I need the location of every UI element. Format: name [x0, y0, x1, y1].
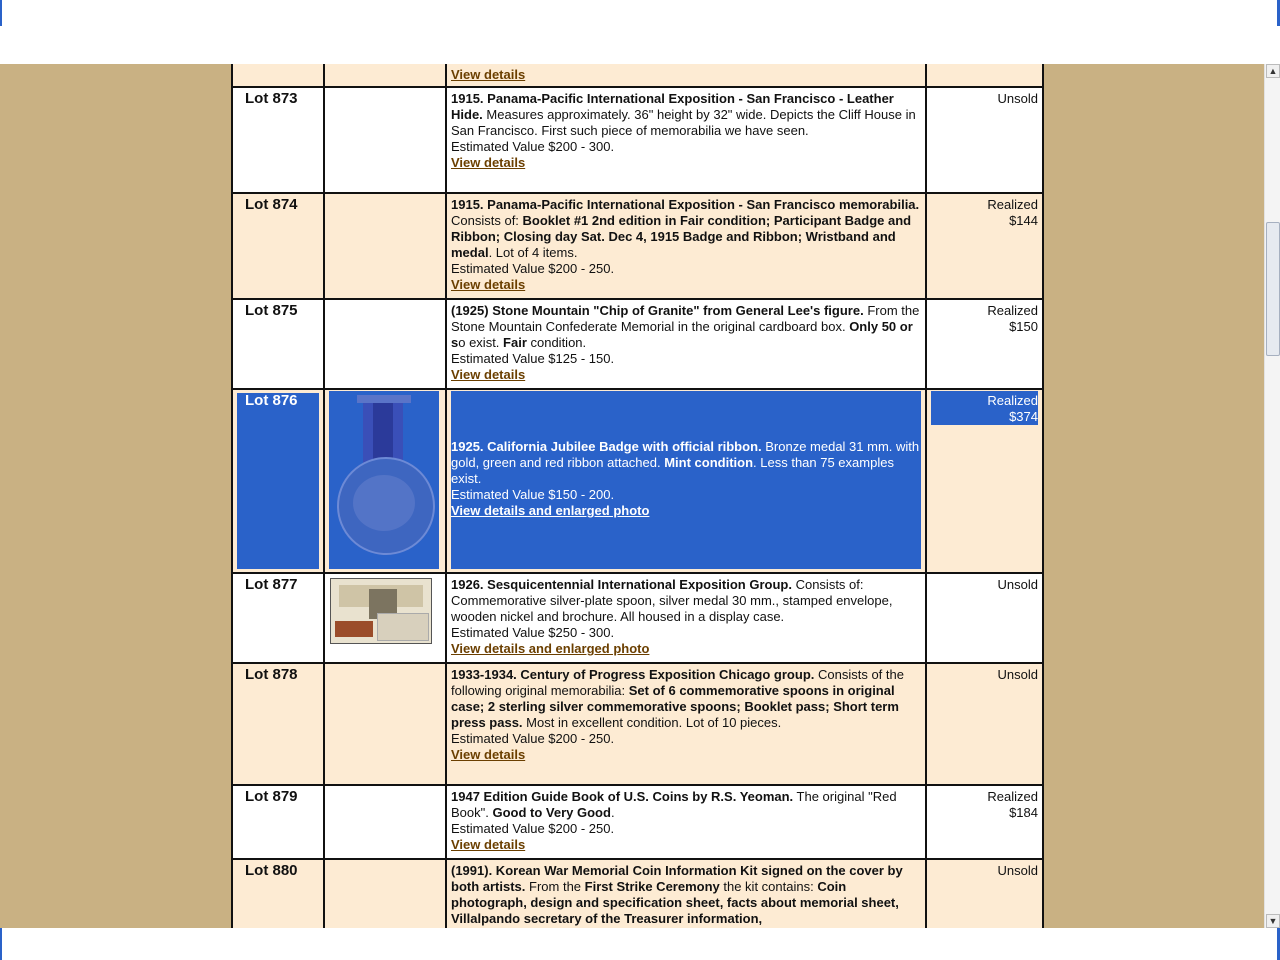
lot-estimate: Estimated Value $125 - 150.	[451, 351, 615, 366]
lot-body-tail: Most in excellent condition. Lot of 10 pieces.	[522, 715, 782, 730]
lot-body: Consists of the following original memorabilia:	[451, 667, 904, 698]
lot-body: Bronze medal 31 mm. with gold, green and red ribbon attached.	[451, 439, 920, 470]
view-details-link[interactable]: View details	[451, 155, 526, 170]
lot-number-cell	[232, 389, 324, 573]
table-row	[232, 64, 1043, 87]
lot-title: 1947 Edition Guide Book of U.S. Coins by R.S. Yeoman.	[451, 789, 794, 804]
lot-bold-detail: Set of 6 commemorative spoons in original case; 2 sterling silver commemorative spoons; Booklet pass; Short term press pass.	[451, 683, 899, 730]
vertical-scrollbar[interactable]	[1264, 64, 1280, 928]
status-label: Unsold	[997, 863, 1038, 878]
lot-image-cell	[324, 785, 446, 859]
lot-description	[446, 389, 926, 573]
lot-title: 1926. Sesquicentennial International Exposition Group.	[451, 577, 792, 592]
lot-bold-detail: Only 50 or s	[451, 319, 913, 350]
lot-image-cell	[324, 389, 446, 573]
lot-description-selected	[451, 391, 921, 569]
status-label: Realized	[987, 303, 1038, 318]
status-label: Unsold	[997, 91, 1038, 106]
lot-description-cell	[446, 64, 926, 87]
lot-description	[446, 663, 926, 785]
lot-title: 1915. Panama-Pacific International Exposition - San Francisco memorabilia.	[451, 197, 920, 212]
table-row	[232, 299, 1043, 389]
lot-description	[446, 299, 926, 389]
status-label: Realized	[987, 789, 1038, 804]
lot-status	[926, 299, 1043, 389]
lot-status	[926, 389, 1043, 573]
lot-bold-detail: Good to Very Good	[492, 805, 611, 820]
lot-status	[926, 573, 1043, 663]
lot-number: Lot 880	[232, 859, 324, 928]
lot-status	[926, 663, 1043, 785]
lot-status	[926, 785, 1043, 859]
lot-number: Lot 873	[232, 87, 324, 193]
lot-status	[926, 87, 1043, 193]
lot-body-tail: . Less than 75 examples exist.	[451, 455, 894, 486]
window-edge-left	[0, 0, 2, 26]
lot-body: From the	[525, 879, 585, 894]
lot-title: 1925. California Jubilee Badge with official ribbon.	[451, 439, 762, 454]
lot-number-cell	[232, 64, 324, 87]
browser-top-area	[0, 0, 1280, 64]
lot-number: Lot 877	[232, 573, 324, 663]
table-row	[232, 573, 1043, 663]
ribbon-bar	[357, 395, 411, 403]
table-row	[232, 663, 1043, 785]
lot-number: Lot 876	[245, 392, 298, 409]
lot-body-tail: the kit contains:	[719, 879, 818, 894]
lot-bold-detail: Booklet #1 2nd edition in Fair condition; Participant Badge and Ribbon; Closing day Sat. Dec 4, 1915 Badge and Ribbon; Wristband and medal	[451, 213, 912, 260]
view-details-link[interactable]: View details	[451, 67, 526, 82]
lot-body-tail: .	[610, 805, 615, 820]
scrollbar-thumb[interactable]	[1266, 222, 1280, 356]
table-row-selected	[232, 389, 1043, 573]
lot-body: Measures approximately. 36" height by 32" wide. Depicts the Cliff House in San Francisco. First such piece of memorabilia we have seen.	[451, 107, 916, 138]
lot-body-tail: . Lot of 4 items.	[488, 245, 578, 260]
lot-image-cell	[324, 663, 446, 785]
status-label: Realized	[987, 393, 1038, 408]
lot-number: Lot 874	[232, 193, 324, 299]
lot-number: Lot 875	[232, 299, 324, 389]
realized-price: $144	[1009, 213, 1038, 228]
lot-bold-condition: Fair	[503, 335, 527, 350]
lot-status	[926, 859, 1043, 928]
view-details-link[interactable]: View details	[451, 837, 526, 852]
lot-body: Consists of: Commemorative silver-plate spoon, silver medal 30 mm., stamped envelope, wooden nickel and brochure. All housed in a display case.	[451, 577, 893, 624]
lot-image-cell	[324, 64, 446, 87]
view-details-photo-link[interactable]: View details and enlarged photo	[451, 503, 650, 518]
status-label: Unsold	[997, 577, 1038, 592]
thumb-envelope	[377, 613, 429, 641]
lot-status-cell	[926, 64, 1043, 87]
lot-body-tail: o exist.	[458, 335, 504, 350]
lot-bold-contents: Coin photograph, design and specification sheet, facts about memorial sheet, Villalpando secretary of the Treasurer information,	[451, 879, 899, 926]
lot-description	[446, 193, 926, 299]
table-row	[232, 859, 1043, 928]
medal-photo[interactable]	[329, 391, 439, 569]
lot-bold-detail: Mint condition	[664, 455, 754, 470]
realized-price: $374	[1009, 409, 1038, 424]
lot-description	[446, 785, 926, 859]
status-label: Unsold	[997, 667, 1038, 682]
lot-estimate: Estimated Value $200 - 250.	[451, 261, 615, 276]
lot-estimate: Estimated Value $200 - 250.	[451, 731, 615, 746]
view-details-link[interactable]: View details	[451, 277, 526, 292]
thumb-nickel	[335, 621, 373, 637]
lot-number: Lot 879	[232, 785, 324, 859]
medal-relief	[353, 475, 415, 531]
lot-body: Consists of:	[451, 213, 523, 228]
lot-title: 1915. Panama-Pacific International Exposition - San Francisco - Leather Hide.	[451, 91, 894, 122]
browser-bottom-area	[0, 928, 1280, 960]
arrow-up-icon[interactable]: ▲	[1266, 64, 1280, 78]
lot-description	[446, 859, 926, 928]
page-viewport	[0, 64, 1264, 928]
lot-estimate: Estimated Value $150 - 200.	[451, 487, 615, 502]
window-edge-left	[0, 928, 2, 960]
auction-lots-table	[231, 64, 1044, 928]
lot-estimate: Estimated Value $200 - 300.	[451, 139, 615, 154]
lot-image-cell	[324, 87, 446, 193]
view-details-link[interactable]: View details	[451, 367, 526, 382]
arrow-down-icon[interactable]: ▼	[1266, 914, 1280, 928]
view-details-link[interactable]: View details	[451, 747, 526, 762]
lot-status-selected	[931, 391, 1038, 425]
lot-status	[926, 193, 1043, 299]
lot-title: (1991). Korean War Memorial Coin Information Kit signed on the cover by both artists.	[451, 863, 903, 894]
view-details-photo-link[interactable]: View details and enlarged photo	[451, 641, 650, 656]
status-label: Realized	[987, 197, 1038, 212]
lot-body-end: condition.	[526, 335, 587, 350]
lot-estimate: Estimated Value $250 - 300.	[451, 625, 615, 640]
lot-body: From the Stone Mountain Confederate Memorial in the original cardboard box.	[451, 303, 920, 334]
realized-price: $184	[1009, 805, 1038, 820]
lot-image-cell	[324, 859, 446, 928]
table-row	[232, 785, 1043, 859]
lot-title: 1933-1934. Century of Progress Exposition Chicago group.	[451, 667, 815, 682]
realized-price: $150	[1009, 319, 1038, 334]
lot-image-cell	[324, 573, 446, 663]
lot-title: (1925) Stone Mountain "Chip of Granite" from General Lee's figure.	[451, 303, 864, 318]
table-row	[232, 87, 1043, 193]
lot-image-cell	[324, 299, 446, 389]
lot-image-cell	[324, 193, 446, 299]
lot-body: The original "Red Book".	[451, 789, 897, 820]
lot-description	[446, 87, 926, 193]
lot-description	[446, 573, 926, 663]
lot-number: Lot 878	[232, 663, 324, 785]
lot-thumbnail[interactable]	[330, 578, 432, 644]
lot-estimate: Estimated Value $200 - 250.	[451, 821, 615, 836]
table-row	[232, 193, 1043, 299]
lot-bold-detail: First Strike Ceremony	[584, 879, 720, 894]
lot-number-selected	[237, 393, 319, 569]
